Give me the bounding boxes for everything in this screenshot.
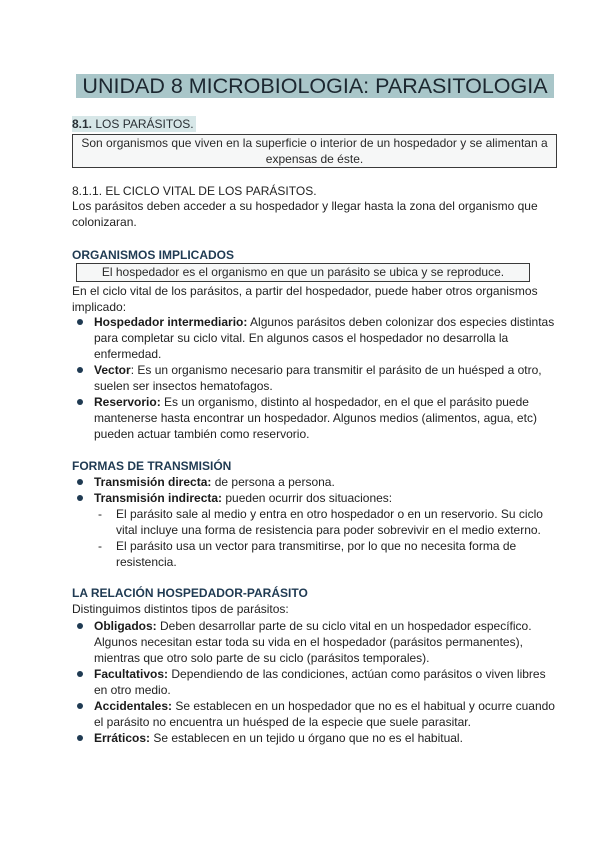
bullet-icon: [77, 703, 83, 709]
bullet-icon: [77, 479, 83, 485]
list-item: Reservorio: Es un organismo, distinto al hospedador, en el que el parásito puede mantenerse hasta encontrar un hospedador. Algunos medios (alimentos, agua, etc) pueden actuar también como reservorio.: [72, 394, 556, 442]
definition-box: Son organismos que viven en la superficie o interior de un hospedador y se alimentan a expensas de éste.: [72, 134, 557, 168]
list-item: Transmisión directa: de persona a persona.: [72, 474, 556, 490]
page-title: UNIDAD 8 MICROBIOLOGIA: PARASITOLOGIA: [76, 74, 554, 98]
relacion-list: [72, 618, 556, 746]
transmision-heading: FORMAS DE TRANSMISIÓN: [72, 459, 232, 473]
relacion-intro: Distinguimos distintos tipos de parásitos:: [72, 602, 289, 616]
transmision-sublist: [94, 506, 556, 570]
list-item: Transmisión indirecta: pueden ocurrir dos situaciones: - El parásito sale al medio y entra en otro hospedador o en un reservorio. Su ciclo vital incluye una forma de resistencia para poder sobrevivir en el medio externo. - El parásito usa un vector para transmitirse, por lo que no necesita forma de resistencia.: [72, 490, 556, 570]
dash-marker: -: [98, 507, 102, 521]
hospedador-definition-box: El hospedador es el organismo en que un parásito se ubica y se reproduce.: [76, 263, 530, 282]
bullet-icon: [77, 495, 83, 501]
list-item: Erráticos: Se establecen en un tejido u órgano que no es el habitual.: [72, 730, 556, 746]
list-item: Accidentales: Se establecen en un hospedador que no es el habitual y ocurre cuando el parásito no encuentra un huésped de la especie que suele parasitar.: [72, 698, 556, 730]
bullet-icon: [77, 623, 83, 629]
bullet-icon: [77, 735, 83, 741]
bullet-icon: [77, 367, 83, 373]
dash-marker: -: [98, 539, 102, 553]
section-label: LOS PARÁSITOS.: [95, 117, 194, 131]
sublist-item: - El parásito sale al medio y entra en otro hospedador o en un reservorio. Su ciclo vital incluye una forma de resistencia para poder sobrevivir en el medio externo.: [98, 507, 543, 537]
bullet-icon: [77, 671, 83, 677]
intro-paragraph: Los parásitos deben acceder a su hospedador y llegar hasta la zona del organismo que colonizaran.: [72, 199, 538, 229]
list-item: Facultativos: Dependiendo de las condiciones, actúan como parásitos o viven libres en otro medio.: [72, 666, 556, 698]
bullet-icon: [77, 319, 83, 325]
organismos-intro: En el ciclo vital de los parásitos, a partir del hospedador, puede haber otros organismos implicado:: [72, 284, 538, 314]
transmision-list: [72, 474, 556, 570]
section-number: 8.1.: [72, 117, 93, 131]
organismos-list: [72, 314, 556, 442]
list-item: Hospedador intermediario: Algunos parásitos deben colonizar dos especies distintas para completar su ciclo vital. En algunos casos el hospedador no desarrolla la enfermedad.: [72, 314, 556, 362]
subsection-heading: 8.1.1. EL CICLO VITAL DE LOS PARÁSITOS.: [72, 184, 317, 198]
section-heading: [72, 116, 196, 132]
list-item: Vector: Es un organismo necesario para transmitir el parásito de un huésped a otro, suelen ser insectos hematofagos.: [72, 362, 556, 394]
bullet-icon: [77, 399, 83, 405]
list-item: Obligados: Deben desarrollar parte de su ciclo vital en un hospedador específico. Algunos necesitan estar toda su vida en el hospedador (parásitos permanentes), mientras que otro solo parte de su ciclo (parásitos temporales).: [72, 618, 556, 666]
sublist-item: - El parásito usa un vector para transmitirse, por lo que no necesita forma de resistencia.: [98, 539, 517, 569]
organismos-heading: ORGANISMOS IMPLICADOS: [72, 248, 235, 262]
relacion-heading: LA RELACIÓN HOSPEDADOR-PARÁSITO: [72, 586, 308, 600]
